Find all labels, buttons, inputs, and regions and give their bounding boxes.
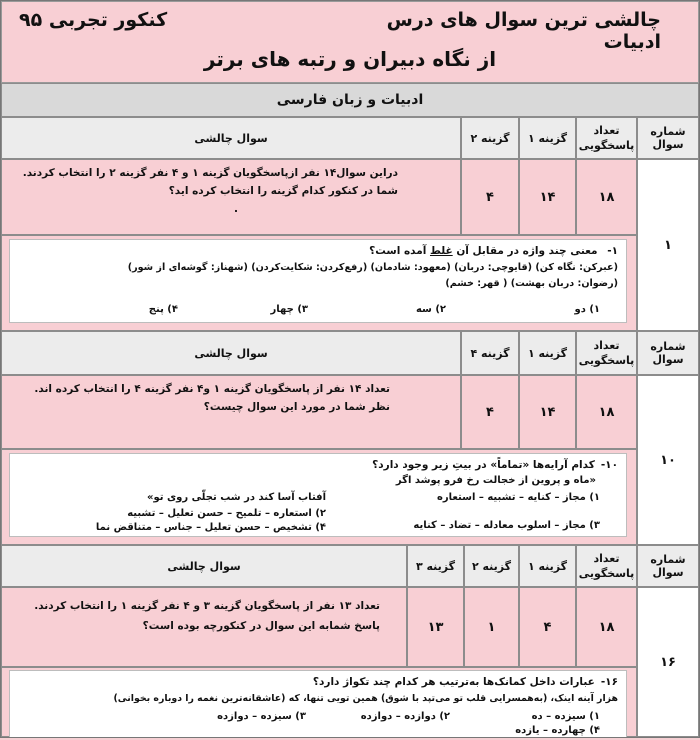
question-stem-b: غلط	[429, 245, 453, 257]
header-respondents	[576, 545, 637, 587]
challenge-text	[1, 375, 461, 449]
option-1-count: ۱۴	[519, 375, 576, 449]
answer-option-4: ۴) چهارده – یازده	[515, 725, 600, 736]
question-number: ۱۶	[637, 587, 699, 737]
page-title: چالشی ترین سوال های درس ادبیات	[386, 9, 661, 53]
answer-option-4: ۴) تشخیص – حسن تعلیل – جناس – متناقض نما	[95, 522, 326, 533]
header-option-4: گزینه ۴	[461, 331, 519, 375]
section-title	[1, 83, 699, 117]
option-3-count: ۱۳	[407, 587, 464, 667]
question-line: (رضوان: دربان بهشت) ( قهر: خشم)	[445, 278, 618, 289]
question-line: (عبرکن: نگاه کن) (قایوچی: دربان) (معهود: شادمان) (رفع‌کردن: شکایت‌کردن) (شهناز: گوشه‌ای از شور)	[127, 261, 618, 273]
question-stem-num: ۱۶-	[600, 676, 618, 688]
header-challenge: سوال چالشی	[1, 545, 407, 587]
question-stem-num: ۱۰-	[600, 459, 618, 471]
question-box	[9, 453, 627, 537]
option-1-count: ۴	[519, 587, 576, 667]
question-box	[9, 239, 627, 323]
section-title-text: ادبیات و زبان فارسی	[276, 92, 424, 108]
answer-option-3: ۳) سیزده – دوازده	[217, 711, 306, 722]
answer-option-3: ۳) مجاز – اسلوب معادله – تضاد – کنایه	[413, 520, 600, 531]
question-line: هزار آینه اینک، (به‌همسرایی قلب تو می‌تپد با شوق) همین تویی تنها، که (عاشقانه‌ترین نغمه را دوباره بخوانی)	[113, 692, 618, 704]
question-number: ۱	[637, 159, 699, 331]
answer-option-2: ۲) دوازده – دوازده	[360, 711, 450, 722]
header-option-2: گزینه ۲	[461, 117, 519, 159]
question-stem	[18, 674, 618, 691]
header-option-1: گزینه ۱	[519, 545, 576, 587]
header-respondents	[576, 117, 637, 159]
header-option-1: گزینه ۱	[519, 331, 576, 375]
challenge-line: نظر شما در مورد این سوال چیست؟	[203, 401, 390, 413]
header-respondents-text: تعداد پاسخگویی	[578, 124, 635, 152]
header-respondents-text: تعداد پاسخگویی	[578, 552, 635, 580]
header-challenge: سوال چالشی	[1, 331, 461, 375]
exam-title: کنکور تجربی ۹۵	[19, 9, 168, 31]
respondents-count: ۱۸	[576, 375, 637, 449]
header-option-2: گزینه ۲	[464, 545, 519, 587]
answer-option-2: ۲) استعاره – تلمیح – حسن تعلیل – تشبیه	[127, 508, 326, 519]
challenge-line: پاسخ شمابه این سوال در کنکورچه بوده است؟	[142, 620, 380, 632]
challenge-line: تعداد ۱۳ نفر از پاسخگویان گزینه ۳ و ۴ نفر گزینه ۱ را انتخاب کردند.	[34, 600, 380, 612]
header-challenge: سوال چالشی	[1, 117, 461, 159]
respondents-count: ۱۸	[576, 159, 637, 235]
header-question-number: شماره سوال	[637, 545, 699, 587]
question-box	[9, 670, 627, 737]
answer-option-4: ۴) پنج	[148, 304, 178, 315]
question-stem-num: ۱-	[607, 245, 618, 257]
challenge-line: .	[234, 203, 238, 215]
header-respondents	[576, 331, 637, 375]
option-2-count: ۱	[464, 587, 519, 667]
header-option-1: گزینه ۱	[519, 117, 576, 159]
header-option-3: گزینه ۳	[407, 545, 464, 587]
option-2-count: ۴	[461, 159, 519, 235]
page-subtitle: از نگاه دبیران و رتبه های برتر	[203, 47, 497, 71]
question-stem-text: عبارات داخل کمانک‌ها به‌ترتیب هر کدام چند تکواژ دارد؟	[312, 676, 595, 688]
answer-option-3: ۳) چهار	[270, 304, 308, 315]
question-stem	[18, 457, 618, 474]
question-stem-c: آمده است؟	[369, 245, 430, 257]
answer-option-1: ۱) دو	[574, 304, 600, 315]
option-4-count: ۴	[461, 375, 519, 449]
question-stem-a: معنی چند واژه در مقابل آن	[452, 245, 598, 257]
respondents-count: ۱۸	[576, 587, 637, 667]
verse-first-hemistich: «ماه و پروین از خجالت رخ فرو پوشد اگر	[395, 475, 596, 486]
challenge-line: تعداد ۱۴ نفر از پاسخگویان گزینه ۱ و۴ نفر گزینه ۴ را انتخاب کرده اند.	[34, 383, 390, 395]
answer-option-1: ۱) مجاز – کنایه – تشبیه – استعاره	[437, 492, 600, 503]
challenge-line: شما در کنکور کدام گزینه را انتخاب کرده اید؟	[168, 185, 398, 197]
header-question-number: شماره سوال	[637, 331, 699, 375]
question-stem-text: کدام آرایه‌ها «تماماً» در بیتِ زیر وجود دارد؟	[372, 459, 595, 471]
verse-second-hemistich: آفتاب آسا کند در شب تجلّی روی تو»	[146, 492, 326, 503]
challenge-text	[1, 159, 461, 235]
question-stem	[18, 243, 618, 260]
header-respondents-text: تعداد پاسخگویی	[578, 339, 635, 367]
header-question-number: شماره سوال	[637, 117, 699, 159]
option-1-count: ۱۴	[519, 159, 576, 235]
challenge-line: دراین سوال۱۴ نفر ازپاسخگویان گزینه ۱ و ۴ نفر گزینه ۲ را انتخاب کردند.	[22, 167, 398, 179]
question-number: ۱۰	[637, 375, 699, 545]
challenge-text	[1, 587, 407, 667]
answer-option-2: ۲) سه	[415, 304, 446, 315]
answer-option-1: ۱) سیزده – ده	[531, 711, 600, 722]
